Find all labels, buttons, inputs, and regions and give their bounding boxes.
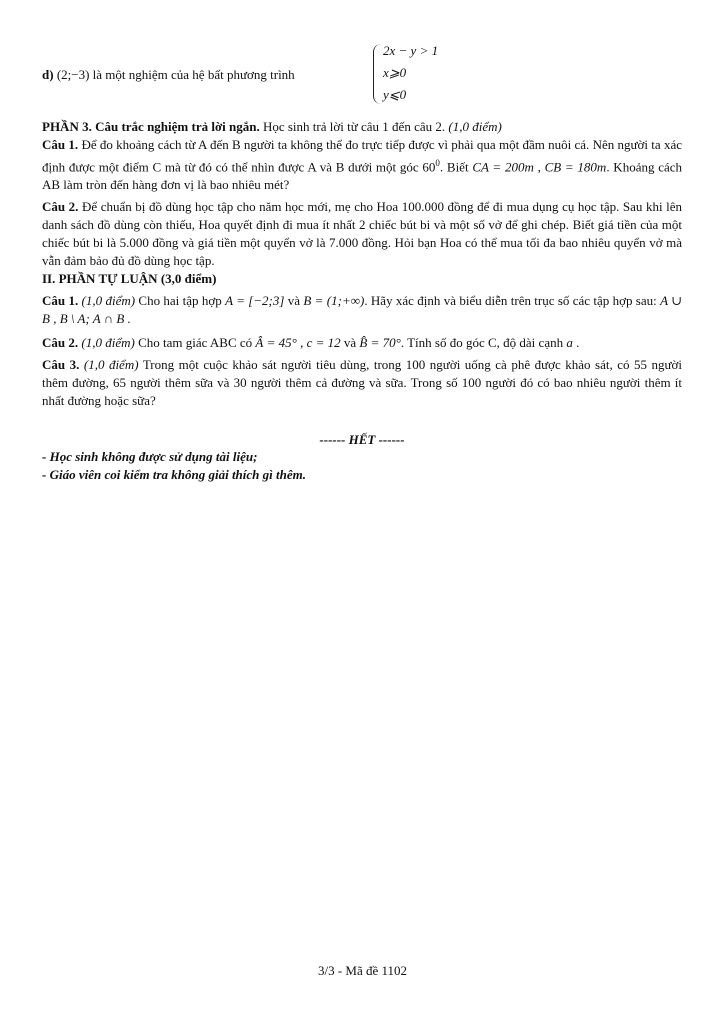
part3-instruction: Học sinh trả lời từ câu 1 đến câu 2. [262,119,446,134]
exam-page [42,40,682,484]
part3-points: (1,0 điểm) [448,119,502,134]
ca-length: CA = 200m [472,159,534,175]
part2-heading: II. PHẦN TỰ LUẬN (3,0 điểm) [42,271,217,287]
question-label: Câu 1. [42,137,79,152]
side-a: a [566,335,573,351]
page-footer: 3/3 - Mã đề 1102 [317,963,408,978]
end-mark: ------ HẾT ------ [319,432,405,448]
question-label: Câu 2. [42,335,79,351]
question-text: Để chuẩn bị đồ dùng học tập cho năm học mới, mẹ cho Hoa 100.000 đồng để đi mua dụng cụ học tập. Sau khi lên danh sách đồ dùng còn thiếu, Hoa quyết định đi mua ít nhất 2 chiếc bút bi và một số vở để ghi chép. Biết giá tiền của một chiếc bút bi là 5.000 đồng và giá tiền một quyển vở là 7.000 đồng. Hỏi bạn Hoa có thể mua tối đa bao nhiêu quyển vở mà vẫn đảm bảo đủ đồ dùng học tập. [42,199,682,269]
system-brace [373,44,382,104]
essay-question-1: Câu 1. (1,0 điểm) Cho hai tập hợp A = [−2;3] và B = (1;+∞). Hãy xác định và biểu diễn trên trục số các tập hợp sau: A ∪ B , B \ A; A ∩ B . [42,293,683,327]
item-d-label: d) [42,67,54,82]
question-label: Câu 2. [42,199,79,215]
set-a: A = [−2;3] [225,293,285,309]
angle-b: B̂ = 70° [359,335,401,351]
question-label: Câu 1. [42,293,79,309]
question-points: (1,0 điểm) [83,357,139,373]
cb-length: CB = 180m [544,159,607,175]
item-d-text: (2;−3) là một nghiệm của hệ bất phương trình [56,67,295,82]
part3-question-2 [42,198,682,270]
item-d [42,40,682,110]
inequality-2: x⩾0 [383,65,407,80]
inequality-system [383,40,438,106]
note-1: - Học sinh không được sử dụng tài liệu; [42,449,258,465]
set-b: B = (1;+∞) [303,293,365,309]
question-text-end: . Khoảng cách AB làm tròn đến hàng đơn vị là bao nhiêu mét? [42,159,683,193]
set-operations: A ∪ B , B \ A; A ∩ B . [42,293,683,327]
question-text: Trong một cuộc khảo sát người tiêu dùng, trong 100 người uống cà phê được khảo sát, có 55 người thêm đường, 65 người thêm sữa và 30 người thêm cả đường và sữa. Trong số 100 người đó có bao nhiêu người thêm ít nhất đường hoặc sữa? [42,357,683,409]
essay-question-3 [42,356,682,410]
question-text: Để đo khoảng cách từ A đến B người ta không thể đo trực tiếp được vì phải qua một đầm nuôi cá. Nên người ta xác định được một điểm C mà từ đó có thể nhìn được A và B dưới một góc 60 [42,137,683,175]
angle-a: Â = 45° [255,335,297,351]
part3-question-1: Câu 1. Để đo khoảng cách từ A đến B người ta không thể đo trực tiếp được vì phải qua một đầm nuôi cá. Nên người ta xác định được một điểm C mà từ đó có thể nhìn được A và B dưới một góc $60^0$. Biết CA = 200m , CB = 180m. Khoảng cách AB làm tròn đến hàng đơn vị là bao nhiêu mét? [42,137,683,193]
degree-superscript: 0 [435,158,440,168]
question-label: Câu 3. [42,357,80,373]
note-2: - Giáo viên coi kiểm tra không giải thích gì thêm. [42,467,306,483]
side-c: c = 12 [306,335,341,351]
part3-heading: PHẦN 3. Câu trắc nghiệm trả lời ngắn. [42,119,260,134]
question-points: (1,0 điểm) [81,335,135,351]
question-points: (1,0 điểm) [81,293,136,309]
part3-header [42,118,682,136]
essay-question-2: Câu 2. (1,0 điểm) Cho tam giác ABC có Â = 45° , c = 12 và B̂ = 70°. Tính số đo góc C, độ dài cạnh a . [42,335,580,351]
inequality-3: y⩽0 [383,87,407,102]
inequality-1: 2x − y > 1 [383,43,439,58]
